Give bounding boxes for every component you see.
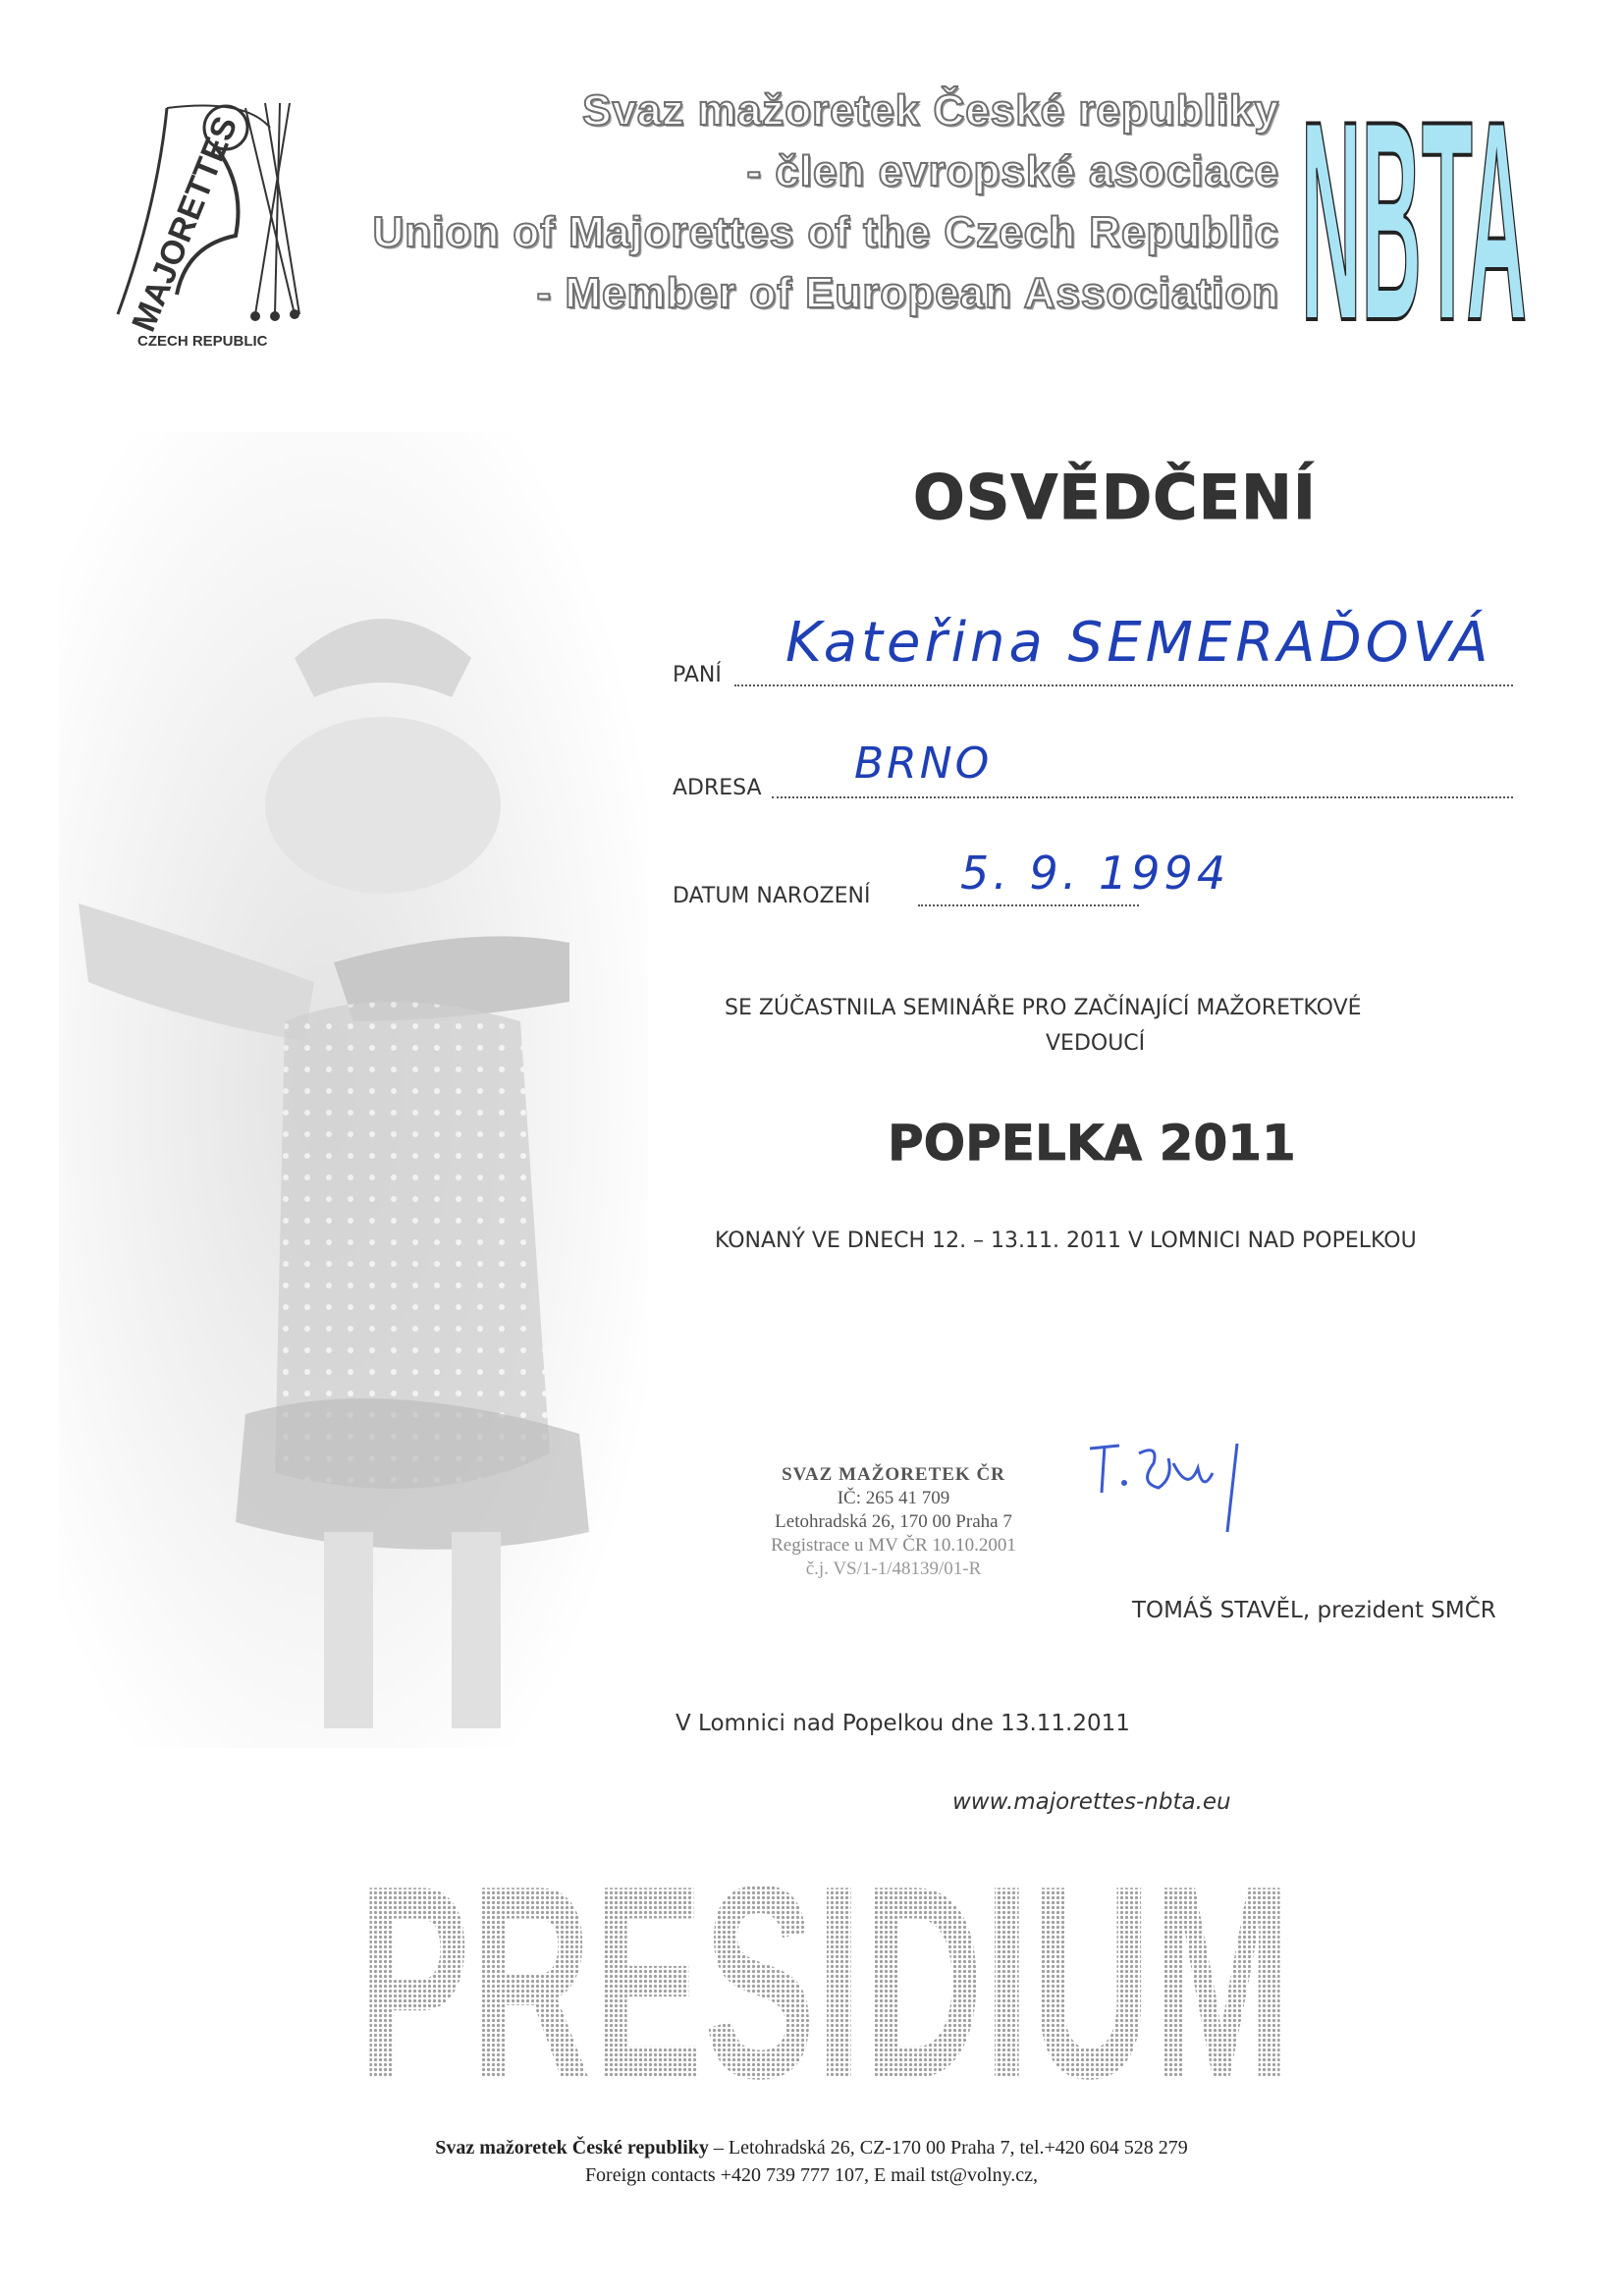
participation-line-1: SE ZÚČASTNILA SEMINÁŘE PRO ZAČÍNAJÍCÍ MAŽORETKOVÉ — [725, 996, 1362, 1020]
stamp-line-5: č.j. VS/1-1/48139/01-R — [805, 1558, 982, 1579]
footer-line-1 — [0, 2137, 1623, 2159]
event-name: POPELKA 2011 — [888, 1115, 1296, 1172]
header-line-4: - Member of European Association — [536, 269, 1279, 317]
name-line — [734, 684, 1513, 686]
stamp-line-4: Registrace u MV ČR 10.10.2001 — [771, 1535, 1016, 1556]
logo-text-sub: CZECH REPUBLIC — [137, 333, 268, 350]
header-line-3: Union of Majorettes of the Czech Republic — [372, 208, 1279, 256]
background-photo — [59, 432, 648, 1748]
stamp-line-1: SVAZ MAŽORETEK ČR — [782, 1464, 1005, 1485]
signature — [1080, 1424, 1276, 1552]
address-line — [772, 796, 1513, 798]
footer-address: – Letohradská 26, CZ-170 00 Praha 7, tel.+420 604 528 279 — [708, 2137, 1188, 2159]
majorettes-logo — [98, 88, 314, 354]
event-info: KONANÝ VE DNECH 12. – 13.11. 2011 V LOMNICI NAD POPELKOU — [715, 1229, 1417, 1253]
website-link[interactable]: www.majorettes-nbta.eu — [952, 1789, 1231, 1815]
svg-text:NBTA: NBTA — [1301, 83, 1527, 334]
stamp-line-3: Letohradská 26, 170 00 Praha 7 — [775, 1511, 1012, 1532]
birth-value: 5. 9. 1994 — [960, 847, 1230, 900]
header-line-1: Svaz mažoretek České republiky — [582, 86, 1279, 135]
svg-text:PRESIDIUM: PRESIDIUM — [358, 1846, 1291, 2092]
name-label: PANÍ — [673, 663, 722, 687]
birth-line — [918, 904, 1139, 906]
footer-contacts: Foreign contacts +420 739 777 107, E mail tst@volny.cz, — [584, 2164, 1039, 2186]
official-stamp — [707, 1463, 1080, 1611]
presidium-watermark — [353, 1846, 1296, 2092]
place-date: V Lomnici nad Popelkou dne 13.11.2011 — [676, 1711, 1130, 1736]
name-value: Kateřina SEMERAĎOVÁ — [785, 611, 1492, 675]
header-line-2: - člen evropské asociace — [746, 147, 1279, 195]
stamp-line-2: IČ: 265 41 709 — [837, 1488, 950, 1508]
birth-label: DATUM NAROZENÍ — [673, 884, 871, 908]
footer-org: Svaz mažoretek České republiky — [435, 2137, 709, 2159]
signer-name: TOMÁŠ STAVĚL, prezident SMČR — [1132, 1598, 1496, 1623]
logo-text-main: MAJORETTES — [125, 111, 245, 337]
address-value: BRNO — [854, 738, 993, 789]
address-label: ADRESA — [673, 776, 762, 800]
nbta-logo — [1296, 83, 1532, 334]
participation-line-2: VEDOUCÍ — [1046, 1031, 1146, 1056]
certificate-title: OSVĚDČENÍ — [913, 462, 1317, 533]
